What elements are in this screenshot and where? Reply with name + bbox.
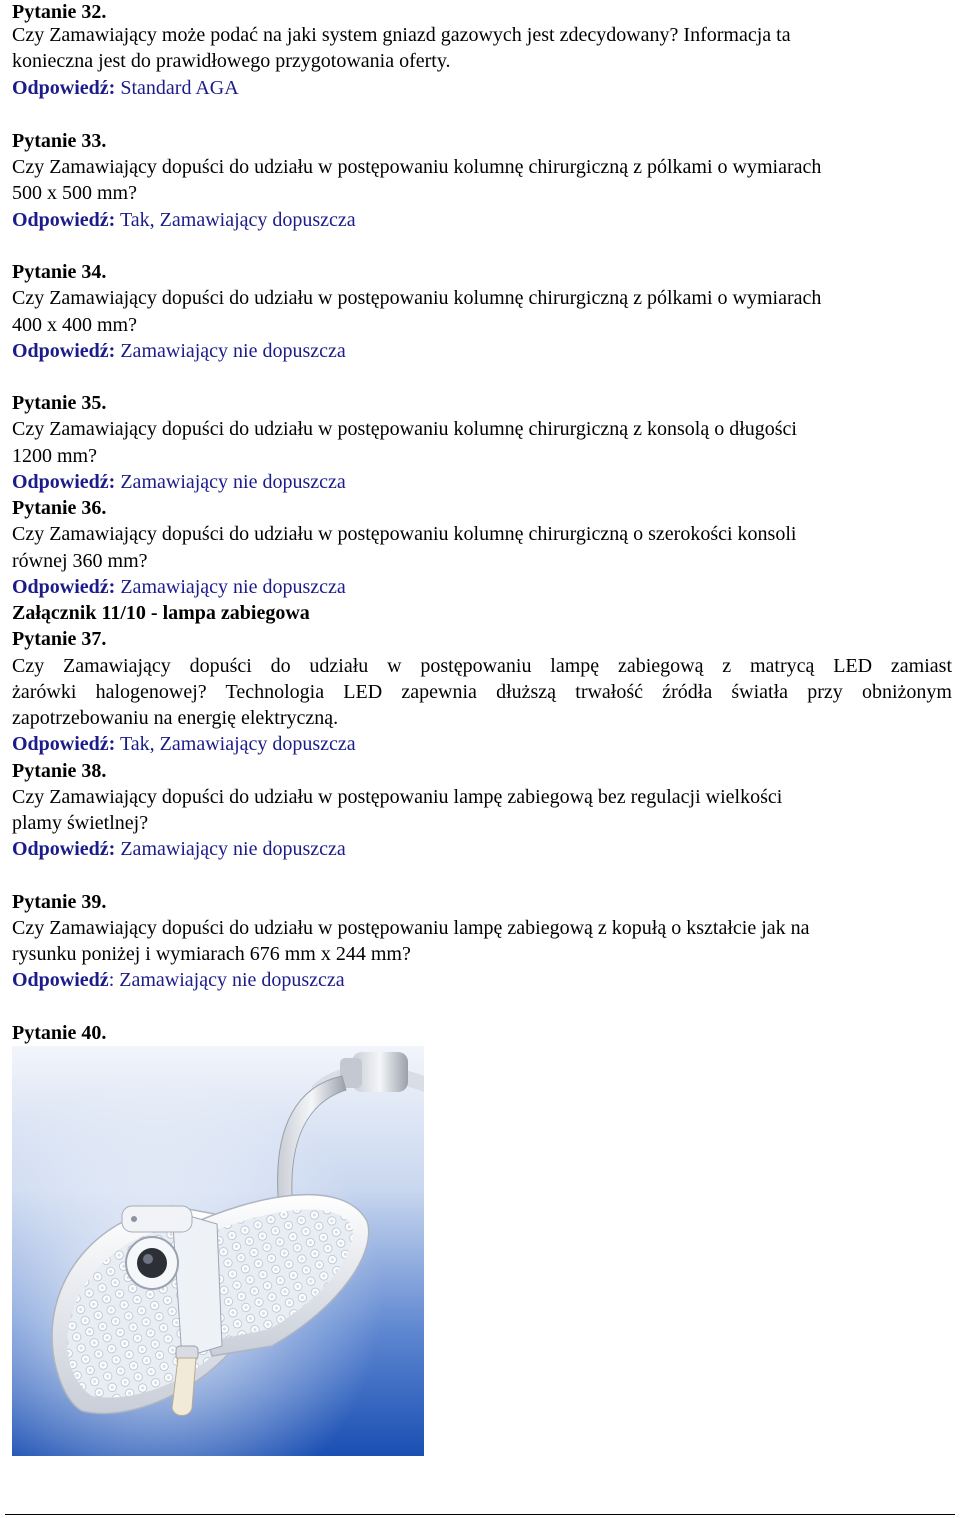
answer-32 [12,76,239,102]
question-36-title: Pytanie 36. [12,497,107,519]
question-33-text-line-2: 500 x 500 mm? [12,182,137,204]
answer-34 [12,339,346,365]
question-38-text-line-1: Czy Zamawiający dopuści do udziału w postępowaniu lampę zabiegową bez regulacji wielkości [12,786,783,808]
question-34-text-line-1: Czy Zamawiający dopuści do udziału w postępowaniu kolumnę chirurgiczną z pólkami o wymiarach [12,287,822,309]
question-34-title: Pytanie 34. [12,261,107,283]
answer-text: Zamawiający nie dopuszcza [115,838,346,860]
answer-text: : Zamawiający nie dopuszcza [108,969,345,991]
answer-37 [12,732,356,758]
question-38-title: Pytanie 38. [12,760,107,782]
question-32-text-line-1: Czy Zamawiający może podać na jaki system gniazd gazowych jest zdecydowany? Informacja ta [12,24,791,46]
question-33-text-line-1: Czy Zamawiający dopuści do udziału w postępowaniu kolumnę chirurgiczną z pólkami o wymiarach [12,156,822,178]
answer-38 [12,837,346,863]
answer-text: Tak, Zamawiający dopuszcza [115,209,356,231]
question-37-text-line-2: żarówki halogenowej? Technologia LED zapewnia dłuższą trwałość źródła światła przy obniżonym [12,681,952,703]
question-35-text-line-1: Czy Zamawiający dopuści do udziału w postępowaniu kolumnę chirurgiczną z konsolą o długości [12,418,797,440]
page-footer-rule [5,1514,955,1515]
question-39-text-line-1: Czy Zamawiający dopuści do udziału w postępowaniu lampę zabiegową z kopułą o kształcie jak na [12,917,810,939]
question-37-title: Pytanie 37. [12,628,107,650]
question-33-title: Pytanie 33. [12,130,107,152]
answer-label: Odpowiedź: [12,733,116,755]
answer-text: Zamawiający nie dopuszcza [115,576,346,598]
question-40-title: Pytanie 40. [12,1022,107,1044]
answer-text: Zamawiający nie dopuszcza [115,340,346,362]
answer-label: Odpowiedź [12,969,109,991]
question-36-text-line-1: Czy Zamawiający dopuści do udziału w postępowaniu kolumnę chirurgiczną o szerokości konsoli [12,523,797,545]
question-37-text-line-3: zapotrzebowaniu na energię elektryczną. [12,707,339,729]
question-38-text-line-2: plamy świetlnej? [12,812,149,834]
answer-label: Odpowiedź: [12,838,116,860]
answer-label: Odpowiedź: [12,77,116,99]
question-35-text-line-2: 1200 mm? [12,445,97,467]
answer-36 [12,575,346,601]
question-35-title: Pytanie 35. [12,392,107,414]
question-39-title: Pytanie 39. [12,891,107,913]
surgical-lamp-icon [12,1046,424,1456]
answer-label: Odpowiedź: [12,340,116,362]
answer-text: Zamawiający nie dopuszcza [115,471,346,493]
answer-35 [12,470,346,496]
surgical-lamp-photo [12,1046,424,1456]
question-32-text-line-2: konieczna jest do prawidłowego przygotowania oferty. [12,50,451,72]
question-37-text-line-1: Czy Zamawiający dopuści do udziału w postępowaniu lampę zabiegową z matrycą LED zamiast [12,655,952,677]
question-34-text-line-2: 400 x 400 mm? [12,314,137,336]
attachment-heading: Załącznik 11/10 - lampa zabiegowa [12,602,310,624]
question-36-text-line-2: równej 360 mm? [12,550,148,572]
answer-label: Odpowiedź: [12,576,116,598]
answer-text: Tak, Zamawiający dopuszcza [115,733,356,755]
answer-label: Odpowiedź: [12,471,116,493]
answer-33 [12,208,356,234]
answer-39 [12,968,345,994]
question-39-text-line-2: rysunku poniżej i wymiarach 676 mm x 244 mm? [12,943,411,965]
question-32-title: Pytanie 32. [12,1,107,23]
answer-label: Odpowiedź: [12,209,116,231]
answer-text: Standard AGA [115,77,239,99]
